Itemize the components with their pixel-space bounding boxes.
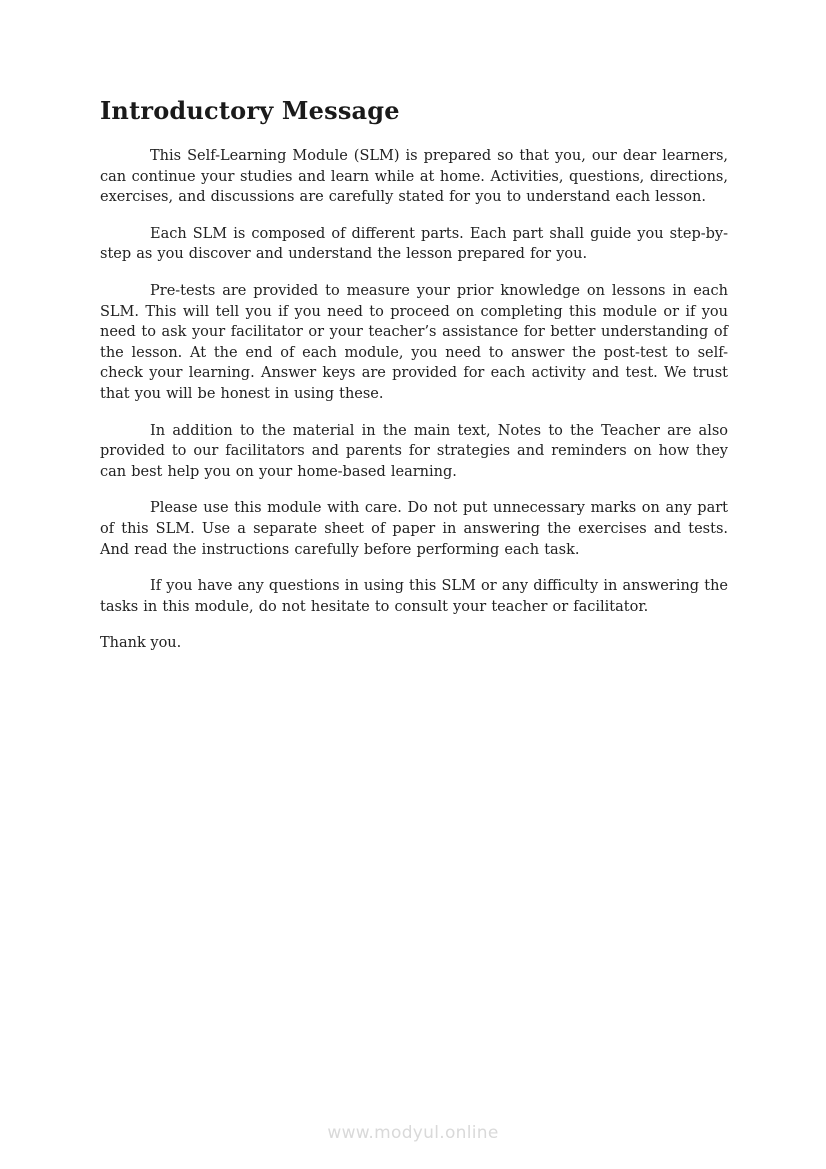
closing-text: Thank you. [100,635,182,652]
paragraph-pretests: Pre-tests are provided to measure your prior knowledge on lessons in each SLM. This will tell you if you need to proceed on completing this module or if you need to ask your facilitator or your teacher’s assistance for better understanding of the lesson. At the end of each module, you need to answer the post-test to self-check your learning. Answer keys are provided for each activity and test. We trust that you will be honest in using these. [100,282,728,402]
paragraph-intro-slm: This Self-Learning Module (SLM) is prepared so that you, our dear learners, can continue your studies and learn while at home. Activities, questions, directions, exercises, and discussions are carefully stated for you to understand each lesson. [100,148,728,206]
paragraph-questions: If you have any questions in using this SLM or any difficulty in answering the tasks in this module, do not hesitate to consult your teacher or facilitator. [100,578,728,615]
document-content [100,96,728,654]
footer-watermark: www.modyul.online [327,1123,499,1143]
paragraph-module-care: Please use this module with care. Do not put unnecessary marks on any part of this SLM. Use a separate sheet of paper in answering the exercises and tests. And read the instructions carefully before performing each task. [100,500,728,558]
page-title: Introductory Message [100,96,400,125]
paragraph-slm-parts: Each SLM is composed of different parts. Each part shall guide you step-by-step as you discover and understand the lesson prepared for you. [100,225,728,263]
paragraph-notes-to-teacher: In addition to the material in the main text, Notes to the Teacher are also provided to our facilitators and parents for strategies and reminders on how they can best help you on your home-based learning. [100,422,728,480]
